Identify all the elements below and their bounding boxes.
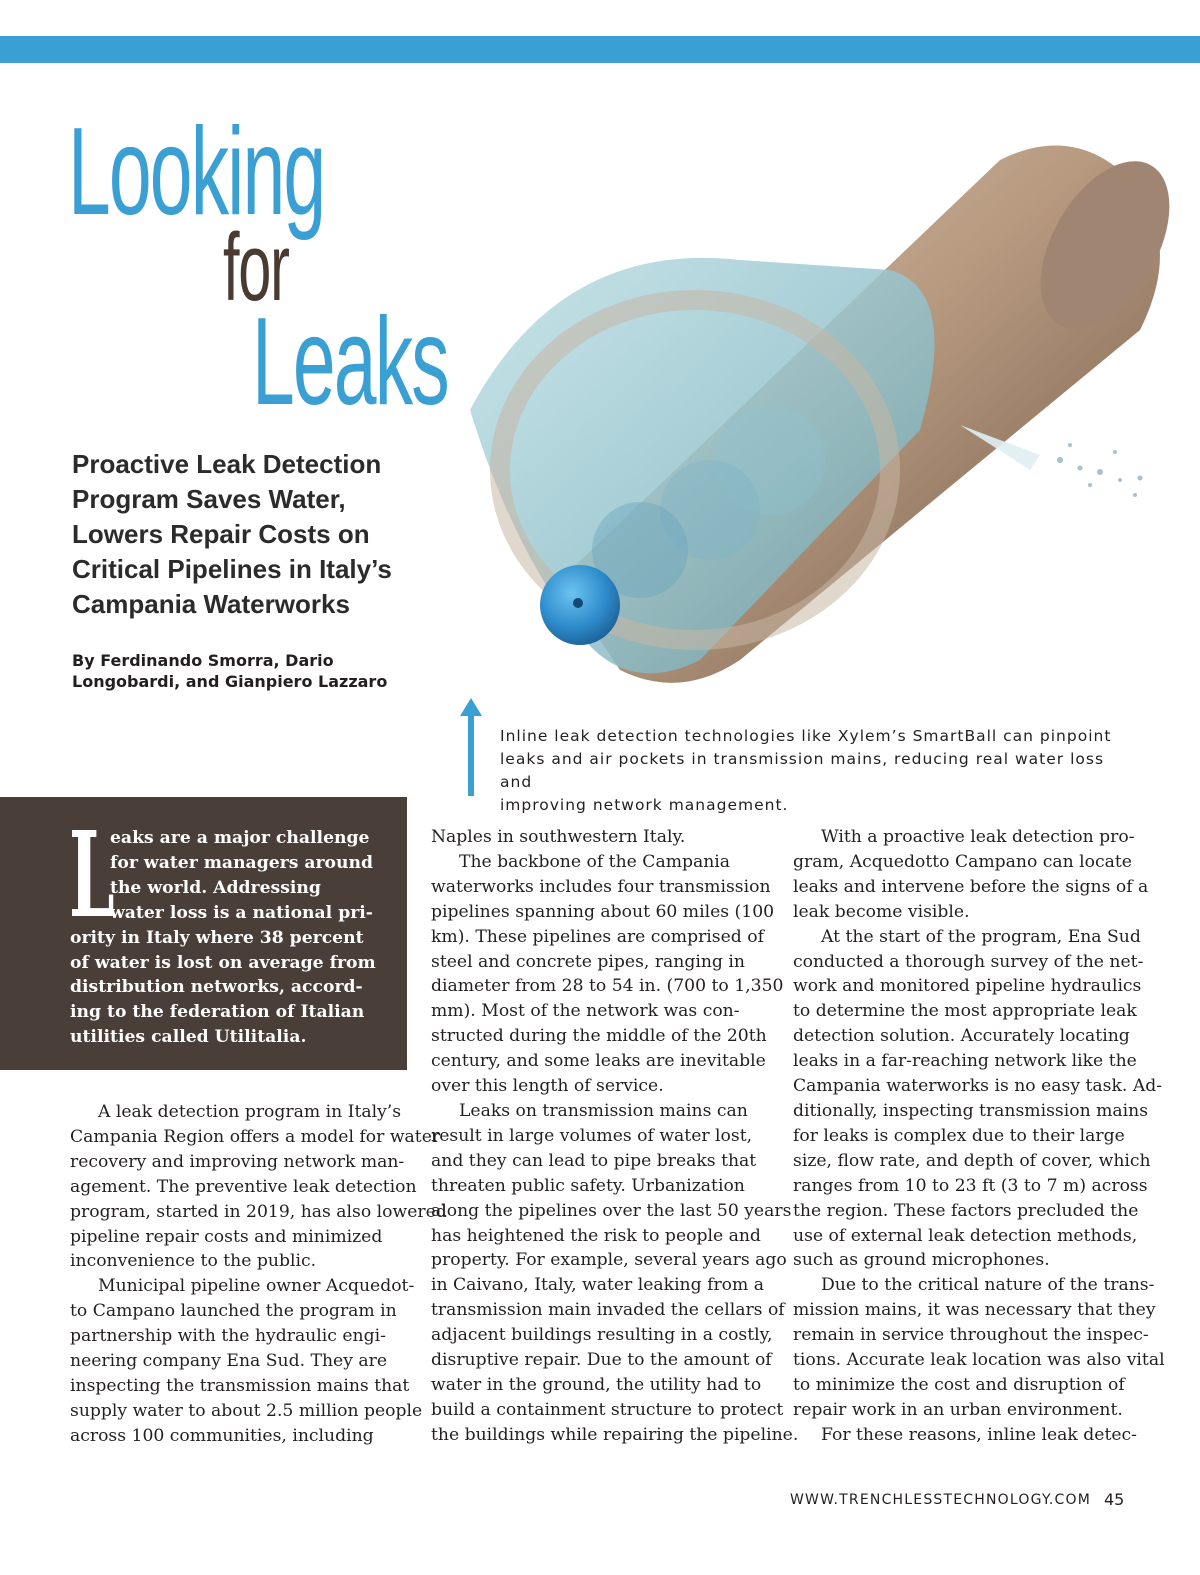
body-line: mission mains, it was necessary that they	[793, 1300, 1156, 1321]
intro-line: ority in Italy where 38 percent	[70, 927, 364, 948]
body-line: With a proactive leak detection pro-	[821, 827, 1135, 847]
body-column-1	[70, 1100, 447, 1449]
body-line: Municipal pipeline owner Acquedot-	[98, 1276, 415, 1297]
caption-line: leaks and air pockets in transmission mains, reducing real water loss and	[500, 750, 1105, 791]
author-byline: By Ferdinando Smorra, Dario Longobardi, and Gianpiero Lazzaro	[72, 651, 388, 691]
arrow-up-icon	[460, 698, 482, 796]
intro-line: ing to the federation of Italian	[70, 1002, 365, 1023]
body-line: across 100 communities, including	[70, 1425, 374, 1446]
title-word-leaks: Leaks	[252, 293, 448, 431]
caption-line: Inline leak detection technologies like Xylem’s SmartBall can pinpoint	[500, 727, 1112, 745]
body-line: pipeline repair costs and minimized	[70, 1226, 383, 1247]
body-line: result in large volumes of water lost,	[431, 1125, 753, 1146]
body-line: and they can lead to pipe breaks that	[431, 1150, 757, 1171]
body-line: mm). Most of the network was con-	[431, 1001, 740, 1022]
pipe-cutaway-illustration	[440, 100, 1180, 700]
body-line: to determine the most appropriate leak	[793, 1001, 1137, 1022]
body-line: property. For example, several years ago	[431, 1250, 787, 1271]
body-line: inconvenience to the public.	[70, 1251, 317, 1272]
intro-line: utilities called Utilitalia.	[70, 1027, 307, 1048]
body-line: Leaks on transmission mains can	[459, 1100, 748, 1121]
article-title	[68, 103, 488, 431]
body-line: leaks and intervene before the signs of a	[793, 876, 1149, 897]
body-line: remain in service throughout the inspec-	[793, 1325, 1149, 1346]
body-line: supply water to about 2.5 million people	[70, 1400, 423, 1421]
body-line: the buildings while repairing the pipeline.	[431, 1424, 799, 1445]
intro-line: distribution networks, accord-	[70, 977, 363, 998]
body-line: detection solution. Accurately locating	[793, 1026, 1130, 1047]
intro-line: of water is lost on average from	[70, 952, 376, 973]
body-line: transmission main invaded the cellars of	[431, 1300, 785, 1321]
body-line: size, flow rate, and depth of cover, which	[793, 1150, 1151, 1171]
caption-line: improving network management.	[500, 796, 789, 814]
body-line: threaten public safety. Urbanization	[431, 1175, 745, 1196]
intro-line: for water managers around	[110, 852, 374, 873]
body-line: build a containment structure to protect	[431, 1399, 784, 1420]
body-line: At the start of the program, Ena Sud	[821, 926, 1141, 947]
body-line: use of external leak detection methods,	[793, 1225, 1138, 1246]
body-line: gram, Acquedotto Campano can locate	[793, 851, 1132, 872]
body-line: The backbone of the Campania	[459, 851, 731, 872]
footer-website: WWW.TRENCHLESSTECHNOLOGY.COM	[790, 1492, 1091, 1508]
body-line: along the pipelines over the last 50 years	[431, 1200, 792, 1221]
body-line: steel and concrete pipes, ranging in	[431, 951, 745, 972]
body-line: structed during the middle of the 20th	[431, 1026, 767, 1047]
body-line: Campania waterworks is no easy task. Ad-	[793, 1076, 1163, 1097]
page-number: 45	[1104, 1490, 1125, 1509]
body-line: leaks in a far-reaching network like the	[793, 1051, 1137, 1072]
body-line: water in the ground, the utility had to	[431, 1374, 762, 1395]
body-line: to Campano launched the program in	[70, 1301, 397, 1322]
body-line: ranges from 10 to 23 ft (3 to 7 m) across	[793, 1175, 1148, 1196]
intro-text	[69, 805, 376, 1050]
body-column-2	[431, 825, 799, 1448]
body-line: the region. These factors precluded the	[793, 1200, 1139, 1221]
body-column-3	[793, 825, 1165, 1448]
body-line: recovery and improving network man-	[70, 1151, 405, 1172]
body-line: A leak detection program in Italy’s	[98, 1102, 402, 1122]
intro-line: eaks are a major challenge	[110, 828, 370, 848]
body-line: adjacent buildings resulting in a costly,	[431, 1325, 773, 1346]
body-line: inspecting the transmission mains that	[70, 1375, 410, 1396]
body-line: agement. The preventive leak detection	[70, 1176, 417, 1197]
drop-cap: L	[69, 805, 115, 944]
body-line: in Caivano, Italy, water leaking from a	[431, 1275, 765, 1296]
body-line: Due to the critical nature of the trans-	[821, 1275, 1155, 1296]
body-line: conducted a thorough survey of the net-	[793, 951, 1144, 972]
body-line: work and monitored pipeline hydraulics	[793, 976, 1142, 997]
body-line: program, started in 2019, has also lowered	[70, 1201, 447, 1222]
body-line: disruptive repair. Due to the amount of	[431, 1350, 772, 1371]
body-line: km). These pipelines are comprised of	[431, 926, 764, 947]
intro-line: water loss is a national pri-	[110, 902, 373, 923]
body-line: such as ground microphones.	[793, 1250, 1050, 1271]
intro-line: the world. Addressing	[110, 877, 321, 898]
body-line: Campania Region offers a model for water	[70, 1126, 441, 1147]
body-line: has heightened the risk to people and	[431, 1225, 761, 1246]
body-line: waterworks includes four transmission	[431, 876, 771, 897]
image-caption	[500, 725, 1140, 817]
body-line: over this length of service.	[431, 1076, 664, 1097]
body-line: for leaks is complex due to their large	[793, 1125, 1125, 1146]
body-line: to minimize the cost and disruption of	[793, 1374, 1125, 1395]
body-line: repair work in an urban environment.	[793, 1399, 1123, 1420]
body-line: ditionally, inspecting transmission mains	[793, 1100, 1149, 1121]
body-line: neering company Ena Sud. They are	[70, 1351, 388, 1372]
article-subheadline: Proactive Leak Detection Program Saves Water, Lowers Repair Costs on Critical Pipelines in Italy’s Campania Waterworks	[72, 449, 392, 619]
body-line: diameter from 28 to 54 in. (700 to 1,350	[431, 976, 784, 997]
title-word-for: for	[223, 214, 289, 321]
body-line: partnership with the hydraulic engi-	[70, 1326, 386, 1347]
body-line: tions. Accurate leak location was also vital	[793, 1350, 1165, 1371]
title-word-looking: Looking	[68, 103, 325, 241]
body-line: Naples in southwestern Italy.	[431, 827, 686, 847]
body-line: leak become visible.	[793, 901, 970, 922]
body-line: pipelines spanning about 60 miles (100	[431, 901, 775, 922]
body-line: For these reasons, inline leak detec-	[821, 1424, 1137, 1445]
header-color-bar	[0, 36, 1200, 63]
body-line: century, and some leaks are inevitable	[431, 1051, 766, 1072]
